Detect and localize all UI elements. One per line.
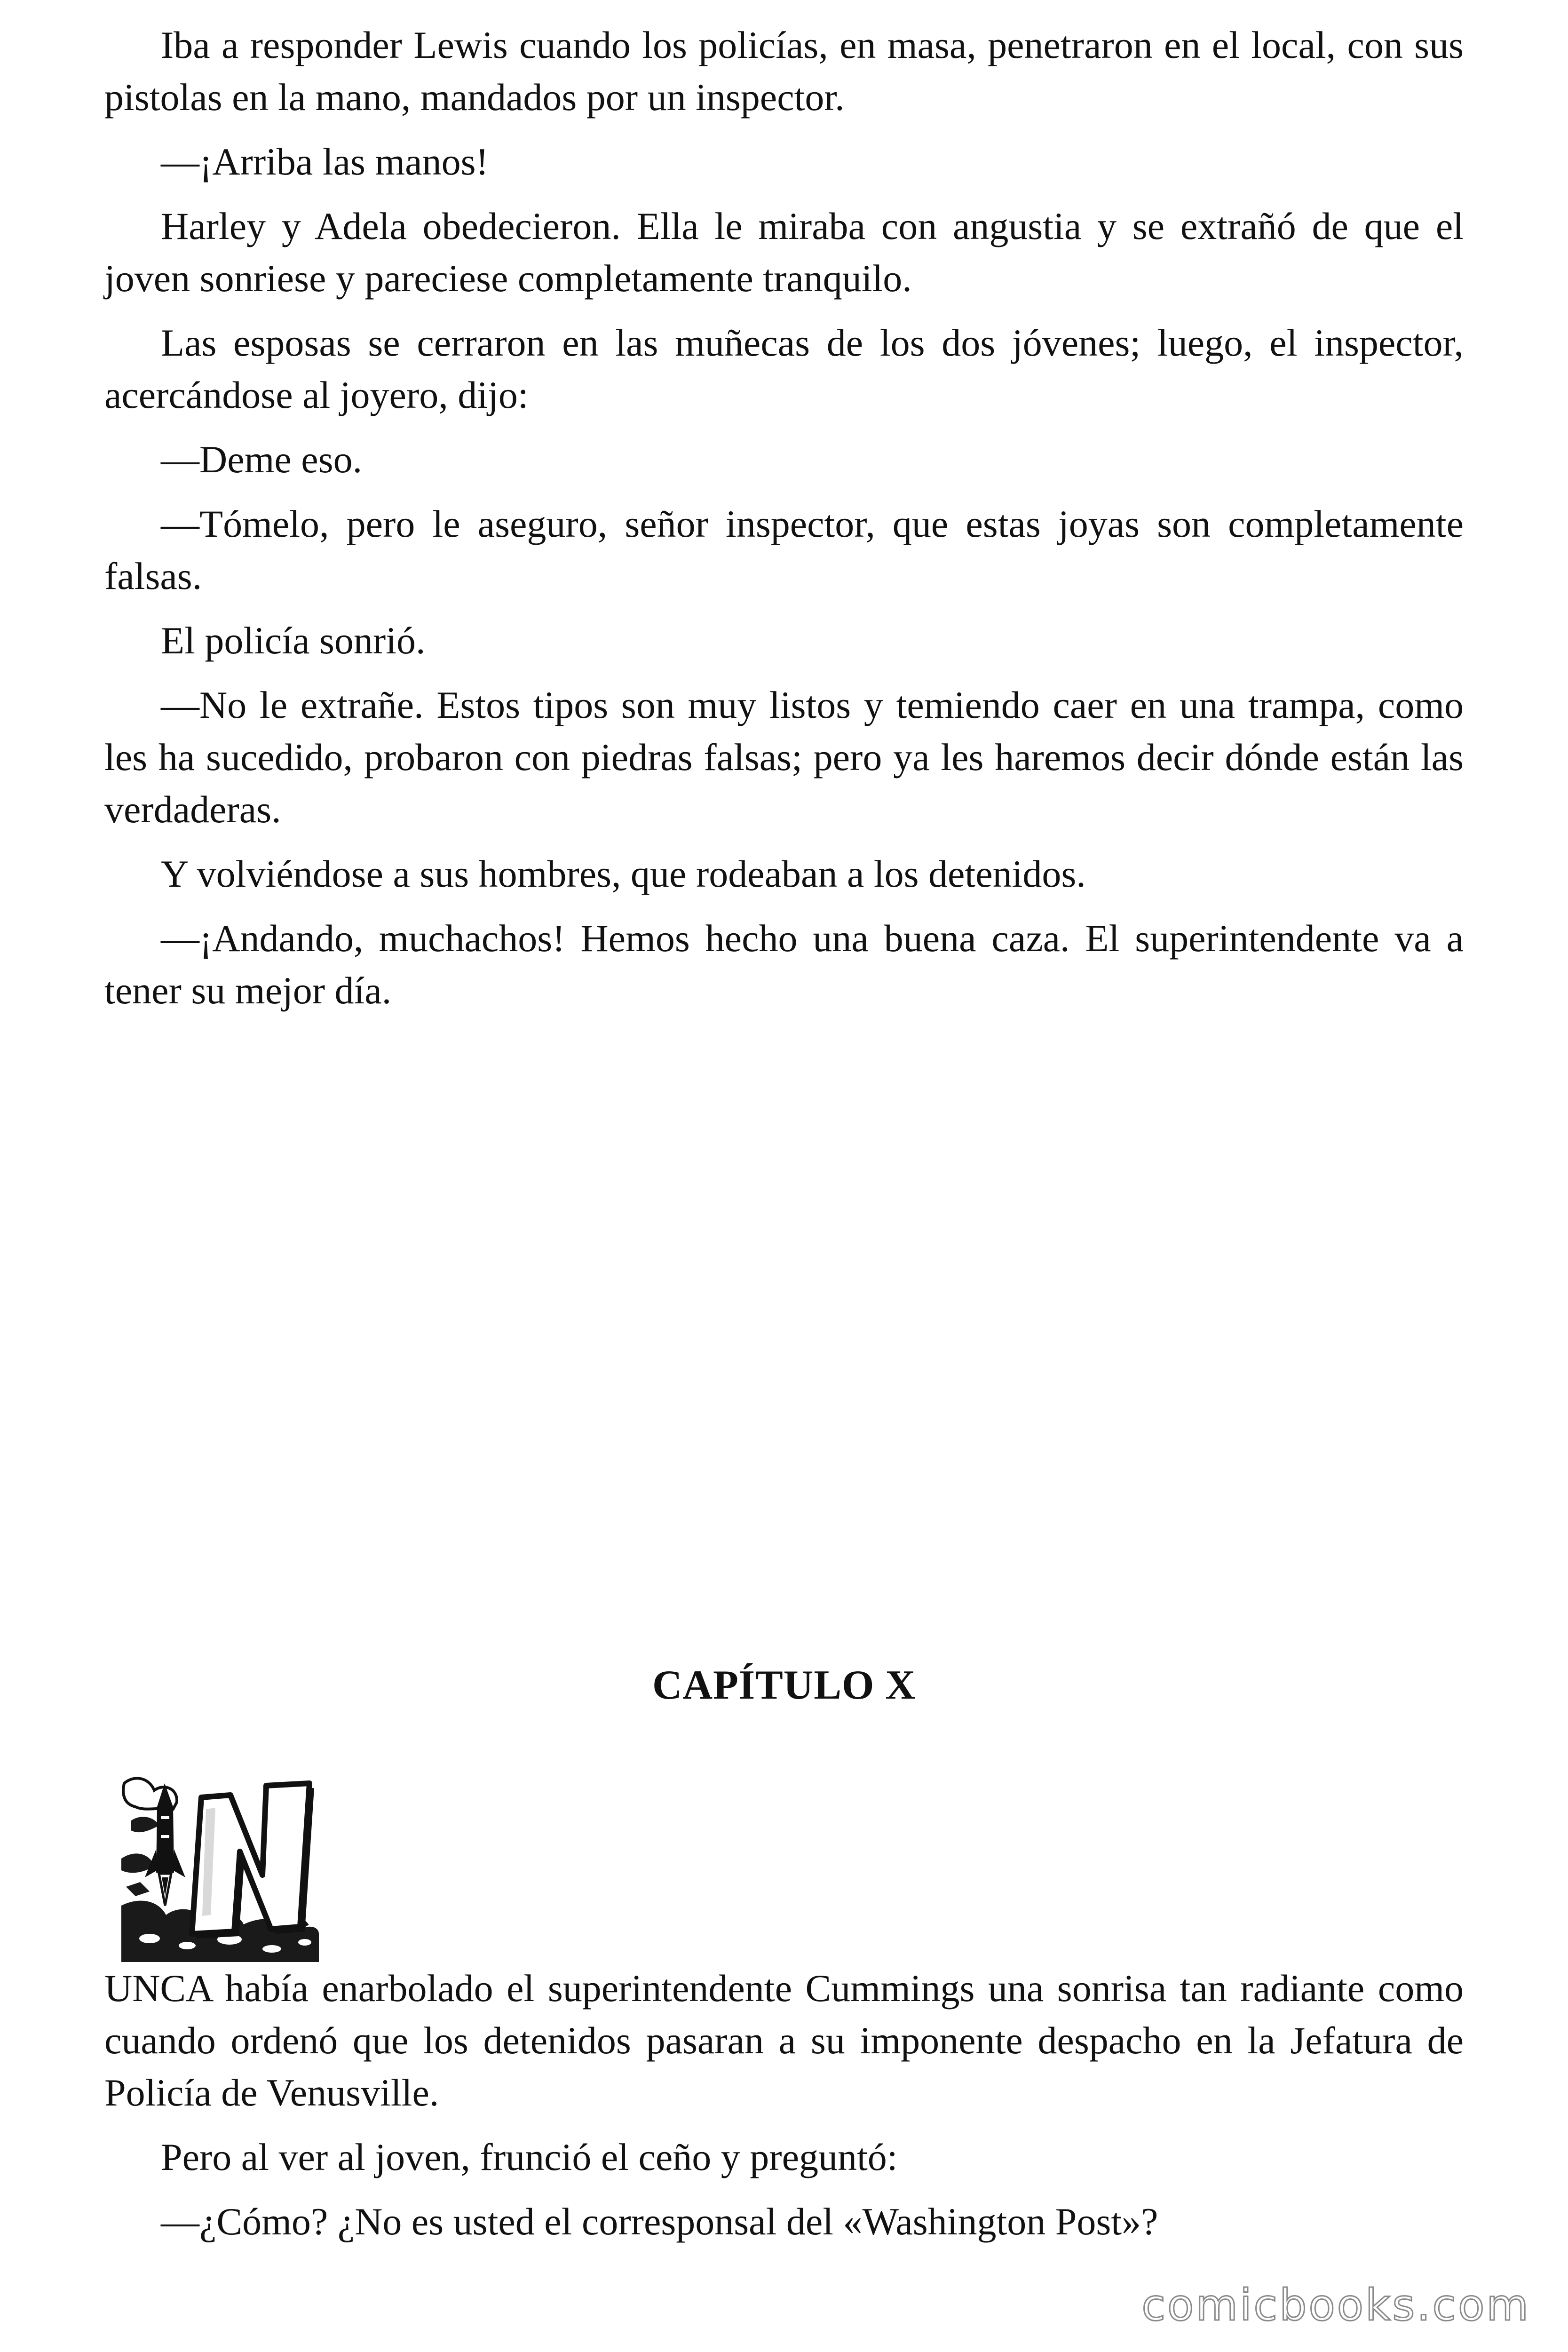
- chapter-first-paragraph: UNCA había enarbolado el superintendente Cummings una sonrisa tan radiante como cuando ordenó que los detenidos pasaran a su imponente despacho en la Jefatura de Policía de Venusville.: [104, 1967, 1464, 2114]
- chapter-break-space: [104, 1029, 1464, 1661]
- dropcap-n-illustration: [121, 1764, 319, 1962]
- chapter-title: CAPÍTULO X: [652, 1662, 916, 1708]
- paragraph-good-hunt: —¡Andando, muchachos! Hemos hecho una buena caza. El superintendente va a tener su mejor día.: [104, 917, 1464, 1012]
- paragraph-turning-to-men: Y volviéndose a sus hombres, que rodeaban a los detenidos.: [161, 852, 1086, 895]
- paragraph-policeman-smiled: El policía sonrió.: [161, 619, 426, 662]
- paragraph-lewis-respond: Iba a responder Lewis cuando los policías, en masa, penetraron en el local, con sus pistolas en la mano, mandados por un inspector.: [104, 24, 1464, 119]
- paragraph-harley-adela: Harley y Adela obedecieron. Ella le miraba con angustia y se extrañó de que el joven sonriese y pareciese completamente tranquilo.: [104, 205, 1464, 300]
- paragraph-hands-up: —¡Arriba las manos!: [161, 140, 489, 183]
- paragraph-clever-types: —No le extrañe. Estos tipos son muy listos y temiendo caer en una trampa, como les ha sucedido, probaron con piedras falsas; pero ya les haremos decir dónde están las verdaderas.: [104, 683, 1464, 831]
- watermark: comicbooks.com: [1141, 2280, 1530, 2330]
- paragraph-give-me: —Deme eso.: [161, 438, 363, 481]
- paragraph-washington-post: —¿Cómo? ¿No es usted el corresponsal del «Washington Post»?: [161, 2200, 1158, 2243]
- paragraph-fake-jewels: —Tómelo, pero le aseguro, señor inspector, que estas joyas son completamente falsas.: [104, 502, 1464, 597]
- paragraph-handcuffs: Las esposas se cerraron en las muñecas de los dos jóvenes; luego, el inspector, acercándose al joyero, dijo:: [104, 321, 1464, 416]
- book-page: [104, 19, 1464, 2260]
- paragraph-frowned: Pero al ver al joven, frunció el ceño y preguntó:: [161, 2136, 898, 2178]
